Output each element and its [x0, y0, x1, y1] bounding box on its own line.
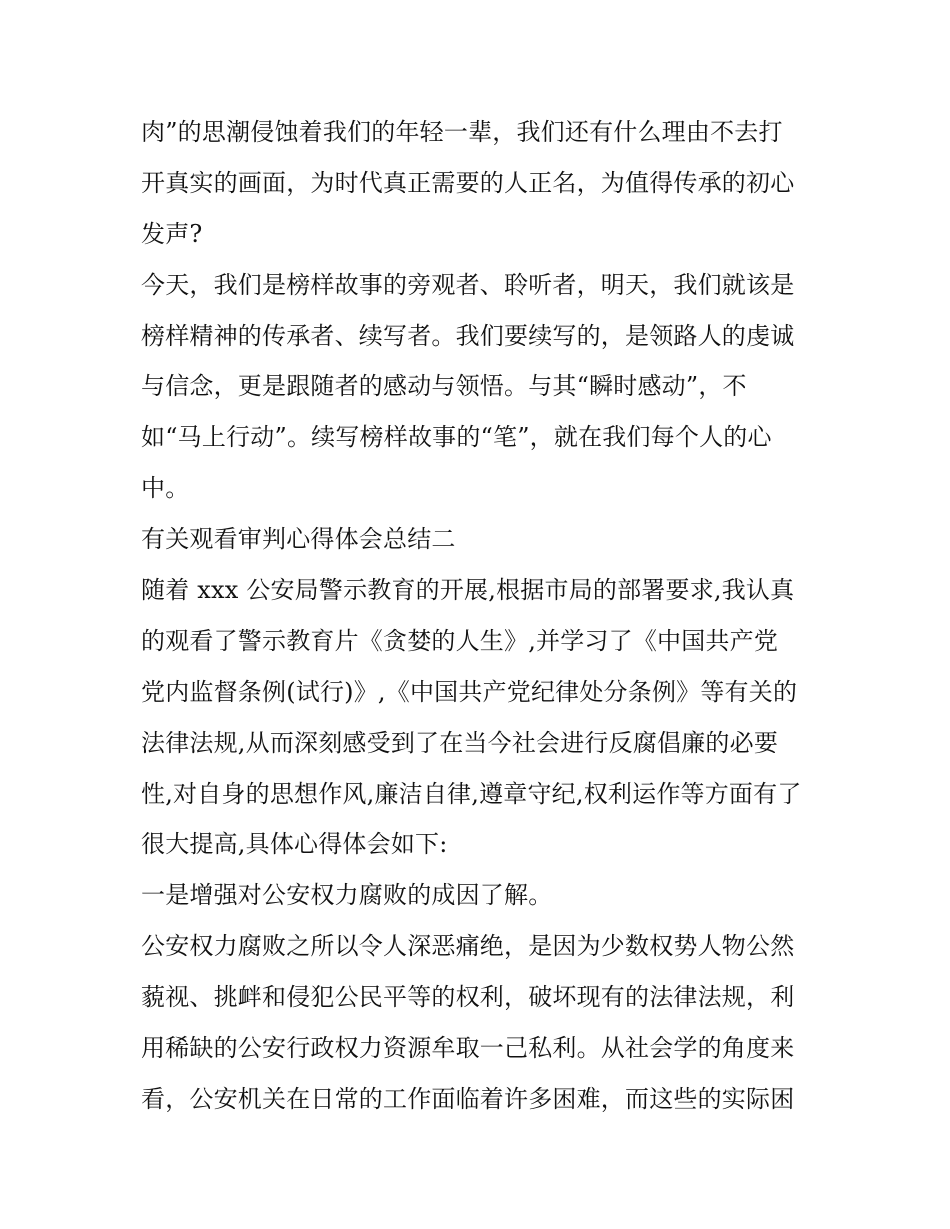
subheading-line: 一是增强对公安权力腐败的成因了解。: [141, 881, 553, 910]
text-line: 性,对自身的思想作风,廉洁自律,遵章守纪,权利运作等方面有了: [141, 779, 802, 808]
text-line: 公安权力腐败之所以令人深恶痛绝，是因为少数权势人物公然: [141, 932, 795, 961]
text-line: 肉”的思潮侵蚀着我们的年轻一辈，我们还有什么理由不去打: [141, 118, 783, 146]
section-heading: 有关观看审判心得体会总结二: [141, 525, 456, 554]
text-line: 中。: [141, 474, 190, 503]
text-line: 法律法规,从而深刻感受到了在当今社会进行反腐倡廉的必要: [141, 728, 779, 757]
text-line: 藐视、挑衅和侵犯公民平等的权利，破坏现有的法律法规，利: [141, 983, 795, 1012]
text-line: 用稀缺的公安行政权力资源牟取一己私利。从社会学的角度来: [141, 1034, 795, 1063]
text-line: 今天，我们是榜样故事的旁观者、聆听者，明天，我们就该是: [141, 270, 795, 299]
text-line: 的观看了警示教育片《贪婪的人生》,并学习了《中国共产党: [141, 626, 779, 655]
text-line: 发声?: [141, 219, 203, 248]
text-line: 看，公安机关在日常的工作面临着许多困难，而这些的实际困: [141, 1084, 795, 1113]
text-line: 很大提高,具体心得体会如下:: [141, 830, 448, 859]
text-line: 如“马上行动”。续写榜样故事的“笔”，就在我们每个人的心: [141, 423, 772, 452]
document-text: [141, 107, 821, 1125]
text-line: 开真实的画面，为时代真正需要的人正名，为值得传承的初心: [141, 168, 795, 197]
text-line: 随着 xxx 公安局警示教育的开展,根据市局的部署要求,我认真: [141, 576, 795, 605]
text-line: 党内监督条例(试行)》,《中国共产党纪律处分条例》等有关的: [141, 677, 798, 706]
text-line: 榜样精神的传承者、续写者。我们要续写的，是领路人的虔诚: [141, 321, 795, 350]
text-line: 与信念，更是跟随者的感动与领悟。与其“瞬时感动”，不: [141, 372, 747, 401]
